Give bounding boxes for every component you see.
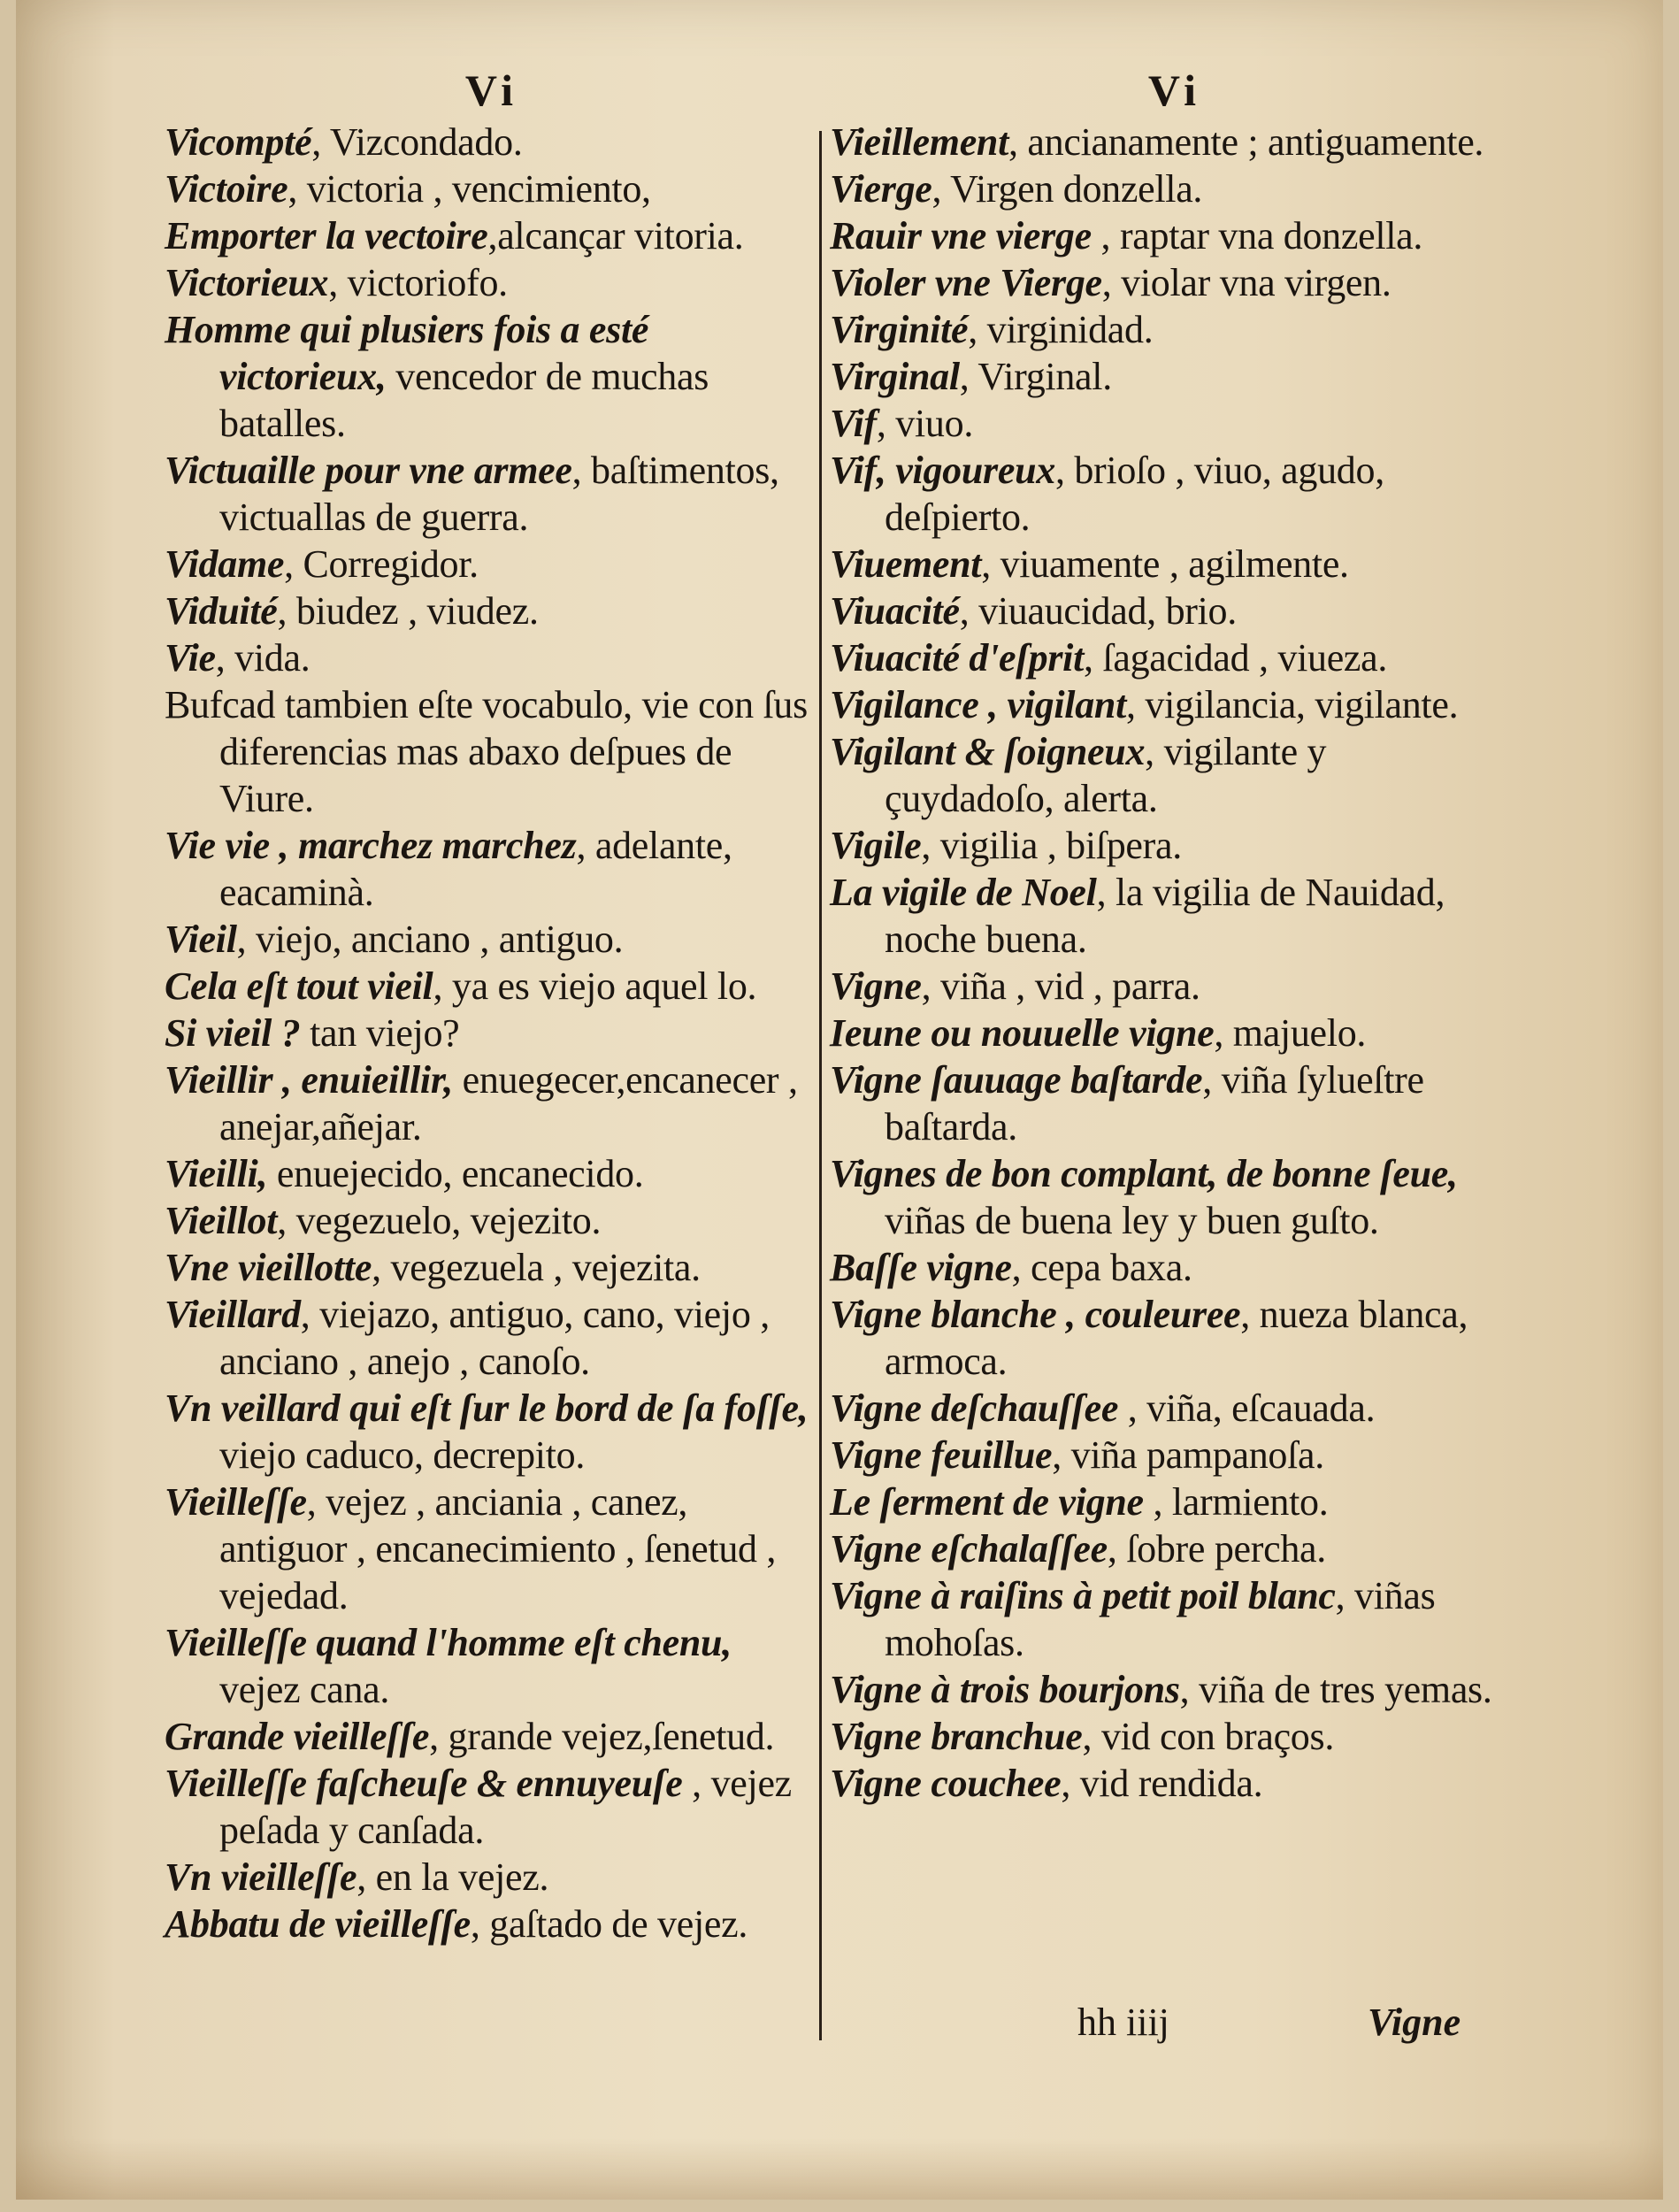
entry-gloss: , ya es viejo aquel lo. bbox=[433, 964, 757, 1008]
entry-gloss: vencedor de muchas batalles. bbox=[219, 355, 709, 445]
dictionary-entry bbox=[165, 634, 817, 681]
entry-headword: Victuaille pour vne armee bbox=[165, 449, 572, 492]
dictionary-entry bbox=[830, 634, 1502, 681]
dictionary-entry bbox=[830, 1010, 1502, 1056]
dictionary-entry bbox=[165, 1854, 817, 1901]
entry-gloss: , viuamente , agilmente. bbox=[981, 542, 1349, 586]
dictionary-entry bbox=[165, 1291, 817, 1385]
entry-headword: Rauir vne vierge bbox=[830, 214, 1092, 257]
entry-headword: Viuacité d'eſprit bbox=[830, 636, 1085, 680]
entry-headword: Vieillot bbox=[165, 1199, 278, 1242]
dictionary-entry bbox=[830, 165, 1502, 212]
dictionary-entry bbox=[830, 212, 1502, 259]
entry-headword: Vn vieilleſſe bbox=[165, 1855, 357, 1899]
entry-gloss: , violar vna virgen. bbox=[1101, 261, 1392, 304]
entry-headword: Vignes de bon complant, de bonne ſeue, bbox=[830, 1152, 1458, 1195]
entry-headword: Si vieil ? bbox=[165, 1011, 301, 1055]
entry-gloss: , adelante, eacaminà. bbox=[219, 824, 732, 914]
entry-headword: Emporter la vectoire bbox=[165, 214, 488, 257]
entry-gloss: , larmiento. bbox=[1143, 1480, 1329, 1524]
entry-gloss: , biudez , viudez. bbox=[277, 589, 539, 633]
dictionary-entry bbox=[830, 681, 1502, 728]
entry-gloss: , vegezuela , vejezita. bbox=[372, 1246, 701, 1289]
entry-gloss: , viña , vid , parra. bbox=[921, 964, 1200, 1008]
right-column bbox=[830, 64, 1502, 1807]
entry-headword: Vn veillard qui eſt ſur le bord de ſa foſſe, bbox=[165, 1386, 809, 1430]
entry-gloss: , raptar vna donzella. bbox=[1091, 214, 1423, 257]
entry-gloss: , viuaucidad, brio. bbox=[959, 589, 1237, 633]
dictionary-entry bbox=[165, 259, 817, 306]
entry-headword: Ieune ou nouuelle vigne bbox=[830, 1011, 1215, 1055]
entry-headword: Vicompté bbox=[165, 120, 312, 164]
entry-gloss: , victoria , vencimiento, bbox=[288, 167, 651, 211]
entry-headword: Baſſe vigne bbox=[830, 1246, 1012, 1289]
entry-gloss: tan viejo? bbox=[300, 1011, 460, 1055]
dictionary-entry bbox=[830, 353, 1502, 400]
dictionary-entry bbox=[165, 1010, 817, 1056]
right-entry-list bbox=[830, 119, 1502, 1807]
entry-gloss: , vida. bbox=[215, 636, 310, 680]
dictionary-entry bbox=[830, 119, 1502, 165]
entry-gloss: , gaſtado de vejez. bbox=[470, 1902, 748, 1946]
entry-headword: Vieillard bbox=[165, 1293, 301, 1336]
entry-gloss: , vigilancia, vigilante. bbox=[1126, 683, 1459, 726]
entry-gloss: , Corregidor. bbox=[284, 542, 479, 586]
entry-gloss: , viejo, anciano , antiguo. bbox=[236, 918, 624, 961]
dictionary-entry bbox=[165, 541, 817, 588]
page-footer bbox=[901, 1998, 1502, 2047]
entry-gloss: enuegecer,encanecer , anejar,añejar. bbox=[219, 1058, 798, 1148]
dictionary-entry bbox=[165, 1150, 817, 1197]
dictionary-entry bbox=[165, 1197, 817, 1244]
left-column bbox=[165, 64, 817, 1947]
entry-headword: Vie vie , marchez marchez bbox=[165, 824, 577, 867]
entry-headword: Vif bbox=[830, 402, 877, 445]
dictionary-entry bbox=[830, 1432, 1502, 1479]
left-running-head: Vi bbox=[464, 65, 519, 115]
entry-gloss: , brioſo , viuo, agudo, deſpierto. bbox=[885, 449, 1384, 539]
dictionary-entry bbox=[830, 400, 1502, 447]
entry-headword: Homme qui plusiers fois a esté victorieux, bbox=[165, 308, 649, 398]
entry-gloss: viñas de buena ley y buen guſto. bbox=[885, 1199, 1379, 1242]
entry-headword: Vidame bbox=[165, 542, 285, 586]
dictionary-entry bbox=[165, 1760, 817, 1854]
entry-headword: Virginal bbox=[830, 355, 960, 398]
dictionary-entry bbox=[165, 306, 817, 447]
entry-gloss: , nueza blanca, armoca. bbox=[885, 1293, 1468, 1383]
entry-gloss: , ſobre percha. bbox=[1107, 1527, 1326, 1571]
dictionary-entry bbox=[165, 822, 817, 916]
dictionary-entry bbox=[165, 165, 817, 212]
entry-headword: Vigne bbox=[830, 964, 922, 1008]
entry-headword: Viuacité bbox=[830, 589, 960, 633]
entry-headword: Vigne blanche , couleuree bbox=[830, 1293, 1241, 1336]
dictionary-entry bbox=[165, 212, 817, 259]
entry-headword: Vigne à trois bourjons bbox=[830, 1668, 1180, 1711]
book-page bbox=[16, 0, 1663, 2200]
entry-gloss: , grande vejez,ſenetud. bbox=[429, 1715, 775, 1758]
entry-headword: Vigne à raiſins à petit poil blanc bbox=[830, 1574, 1336, 1617]
entry-headword: Vigne deſchauſſee bbox=[830, 1386, 1119, 1430]
dictionary-entry bbox=[165, 1244, 817, 1291]
dictionary-entry bbox=[830, 1291, 1502, 1385]
entry-headword: Grande vieilleſſe bbox=[165, 1715, 430, 1758]
dictionary-entry bbox=[165, 916, 817, 963]
dictionary-entry bbox=[830, 728, 1502, 822]
dictionary-entry bbox=[830, 1572, 1502, 1666]
entry-headword: Vieillement bbox=[830, 120, 1009, 164]
entry-gloss: enuejecido, encanecido. bbox=[267, 1152, 644, 1195]
entry-headword: Vieilleſſe faſcheuſe & ennuyeuſe bbox=[165, 1762, 683, 1805]
entry-headword: Abbatu de vieilleſſe bbox=[165, 1902, 471, 1946]
left-entry-list bbox=[165, 119, 817, 1947]
dictionary-entry bbox=[165, 681, 817, 822]
entry-gloss: , ſagacidad , viueza. bbox=[1084, 636, 1388, 680]
dictionary-entry bbox=[165, 1901, 817, 1947]
dictionary-entry bbox=[830, 1479, 1502, 1525]
dictionary-entry bbox=[830, 541, 1502, 588]
entry-headword: Victorieux bbox=[165, 261, 329, 304]
entry-headword: Vigne couchee bbox=[830, 1762, 1062, 1805]
entry-gloss: , vid rendida. bbox=[1061, 1762, 1263, 1805]
dictionary-entry bbox=[830, 588, 1502, 634]
entry-gloss: Bufcad tambien eſte vocabulo, vie con ſus diferencias mas abaxo deſpues de Viure. bbox=[165, 683, 808, 820]
dictionary-entry bbox=[830, 447, 1502, 541]
dictionary-entry bbox=[165, 447, 817, 541]
entry-gloss: , viejazo, antiguo, cano, viejo , anciano , anejo , canoſo. bbox=[219, 1293, 770, 1383]
entry-gloss: , cepa baxa. bbox=[1011, 1246, 1192, 1289]
entry-headword: Virginité bbox=[830, 308, 969, 351]
dictionary-entry bbox=[830, 1713, 1502, 1760]
entry-headword: Vieilleſſe quand l'homme eſt chenu, bbox=[165, 1621, 732, 1664]
dictionary-entry bbox=[830, 1150, 1502, 1244]
entry-headword: Vigne feuillue bbox=[830, 1433, 1053, 1477]
dictionary-entry bbox=[830, 306, 1502, 353]
entry-gloss: , baſtimentos, victuallas de guerra. bbox=[219, 449, 779, 539]
entry-gloss: ,alcançar vitoria. bbox=[487, 214, 744, 257]
entry-headword: Vigne eſchalaſſee bbox=[830, 1527, 1108, 1571]
entry-gloss: , viña ſylueſtre baſtarda. bbox=[885, 1058, 1424, 1148]
dictionary-entry bbox=[165, 1056, 817, 1150]
dictionary-entry bbox=[165, 588, 817, 634]
entry-gloss: , Virgen donzella. bbox=[932, 167, 1203, 211]
entry-headword: Vne vieillotte bbox=[165, 1246, 372, 1289]
dictionary-entry bbox=[830, 1056, 1502, 1150]
entry-headword: Vieil bbox=[165, 918, 237, 961]
dictionary-entry bbox=[830, 963, 1502, 1010]
entry-headword: Vif, vigoureux bbox=[830, 449, 1055, 492]
entry-gloss: , victoriofo. bbox=[328, 261, 508, 304]
entry-gloss: , viña, eſcauada. bbox=[1118, 1386, 1376, 1430]
dictionary-entry bbox=[165, 1479, 817, 1619]
entry-headword: Vierge bbox=[830, 167, 932, 211]
entry-gloss: , Vizcondado. bbox=[311, 120, 523, 164]
entry-gloss: , viña pampanoſa. bbox=[1052, 1433, 1324, 1477]
entry-gloss: , vigilante y çuydadoſo, alerta. bbox=[885, 730, 1327, 820]
entry-headword: Vigilance , vigilant bbox=[830, 683, 1127, 726]
catchword: Vigne bbox=[1368, 2001, 1461, 2044]
entry-headword: Cela eſt tout vieil bbox=[165, 964, 433, 1008]
entry-gloss: , Virginal. bbox=[959, 355, 1112, 398]
entry-headword: Vigne branchue bbox=[830, 1715, 1083, 1758]
signature-mark: hh iiij bbox=[1077, 2001, 1169, 2044]
dictionary-entry bbox=[830, 822, 1502, 869]
page-bottom-shading bbox=[16, 2138, 1663, 2200]
column-divider bbox=[819, 131, 822, 2040]
dictionary-entry bbox=[830, 1666, 1502, 1713]
entry-gloss: , viñas mohoſas. bbox=[885, 1574, 1436, 1664]
dictionary-entry bbox=[830, 1525, 1502, 1572]
entry-gloss: , vid con braços. bbox=[1082, 1715, 1335, 1758]
entry-headword: Vie bbox=[165, 636, 216, 680]
dictionary-entry bbox=[830, 1244, 1502, 1291]
entry-gloss: vejez cana. bbox=[219, 1668, 390, 1711]
entry-headword: Vigile bbox=[830, 824, 922, 867]
entry-gloss: , la vigilia de Nauidad, noche buena. bbox=[885, 871, 1445, 961]
entry-headword: Le ſerment de vigne bbox=[830, 1480, 1144, 1524]
dictionary-entry bbox=[165, 1713, 817, 1760]
right-running-head: Vi bbox=[1147, 65, 1202, 115]
entry-headword: Vigilant & ſoigneux bbox=[830, 730, 1146, 773]
entry-headword: Viuement bbox=[830, 542, 982, 586]
entry-headword: Vieilli, bbox=[165, 1152, 268, 1195]
entry-gloss: viejo caduco, decrepito. bbox=[219, 1433, 586, 1477]
dictionary-entry bbox=[830, 869, 1502, 963]
entry-headword: Viduité bbox=[165, 589, 278, 633]
entry-gloss: , majuelo. bbox=[1214, 1011, 1367, 1055]
entry-headword: Victoire bbox=[165, 167, 288, 211]
entry-headword: La vigile de Noel bbox=[830, 871, 1097, 914]
entry-gloss: , ancianamente ; antiguamente. bbox=[1008, 120, 1484, 164]
entry-gloss: , vigilia , biſpera. bbox=[921, 824, 1182, 867]
entry-gloss: , vejez peſada y canſada. bbox=[219, 1762, 792, 1852]
entry-gloss: , en la vejez. bbox=[356, 1855, 549, 1899]
dictionary-entry bbox=[830, 1760, 1502, 1807]
entry-gloss: , virginidad. bbox=[968, 308, 1154, 351]
entry-headword: Vigne ſauuage baſtarde bbox=[830, 1058, 1203, 1102]
entry-headword: Vieilleſſe bbox=[165, 1480, 307, 1524]
entry-gloss: , vejez , anciania , canez, antiguor , encanecimiento , ſenetud , vejedad. bbox=[219, 1480, 777, 1617]
entry-gloss: , vegezuelo, vejezito. bbox=[277, 1199, 602, 1242]
dictionary-entry bbox=[165, 119, 817, 165]
dictionary-entry bbox=[830, 1385, 1502, 1432]
entry-gloss: , viña de tres yemas. bbox=[1179, 1668, 1492, 1711]
entry-gloss: , viuo. bbox=[876, 402, 974, 445]
dictionary-entry bbox=[165, 1619, 817, 1713]
entry-headword: Vieillir , enuieillir, bbox=[165, 1058, 453, 1102]
dictionary-entry bbox=[165, 963, 817, 1010]
dictionary-entry bbox=[830, 259, 1502, 306]
entry-headword: Violer vne Vierge bbox=[830, 261, 1102, 304]
dictionary-entry bbox=[165, 1385, 817, 1479]
